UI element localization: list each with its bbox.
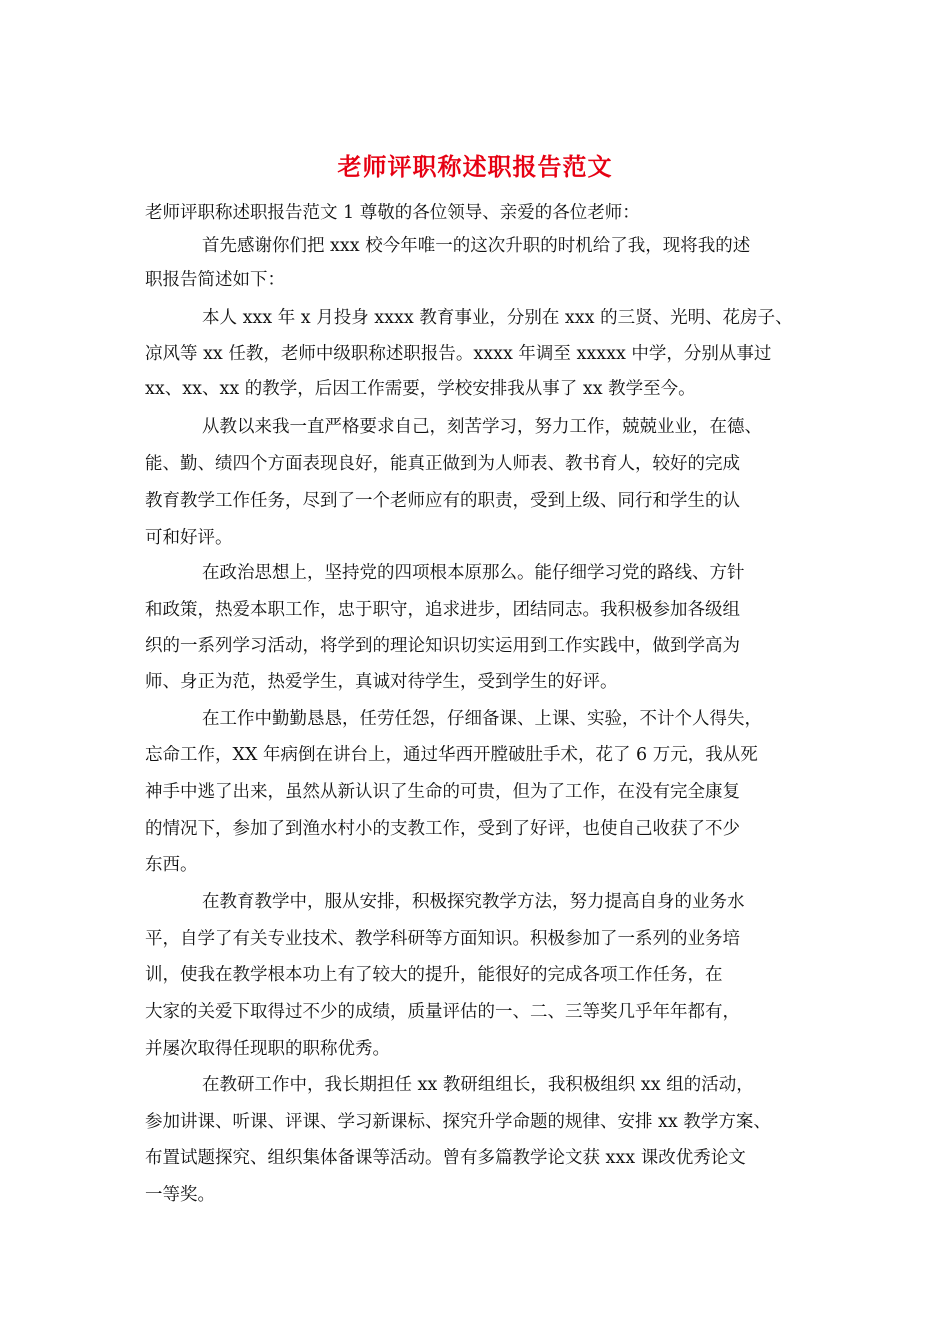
- body-line: 本人 xxx 年 x 月投身 xxxx 教育事业，分别在 xxx 的三贤、光明、花房子、: [202, 308, 793, 328]
- body-line: 在教育教学中，服从安排，积极探究教学方法，努力提高自身的业务水: [202, 892, 745, 912]
- body-line: 并屡次取得任现职的职称优秀。: [145, 1039, 390, 1059]
- body-line: 在教研工作中，我长期担任 xx 教研组组长，我积极组织 xx 组的活动，: [202, 1075, 754, 1095]
- body-line: 一等奖。: [145, 1185, 215, 1205]
- body-line: 布置试题探究、组织集体备课等活动。曾有多篇教学论文获 xxx 课改优秀论文: [145, 1148, 746, 1168]
- body-line: 大家的关爱下取得过不少的成绩，质量评估的一、二、三等奖几乎年年都有，: [145, 1002, 740, 1022]
- body-line: 能、勤、绩四个方面表现良好，能真正做到为人师表、教书育人，较好的完成: [145, 454, 740, 474]
- body-line: 和政策，热爱本职工作，忠于职守，追求进步，团结同志。我积极参加各级组: [145, 600, 740, 620]
- document-title: 老师评职称述职报告范文: [337, 152, 613, 181]
- body-line: 参加讲课、听课、评课、学习新课标、探究升学命题的规律、安排 xx 教学方案、: [145, 1112, 771, 1132]
- body-line: 师、身正为范，热爱学生，真诚对待学生，受到学生的好评。: [145, 672, 618, 692]
- body-line: 东西。: [145, 855, 198, 875]
- body-line: 可和好评。: [145, 528, 233, 548]
- body-line: xx、xx、xx 的教学，后因工作需要，学校安排我从事了 xx 教学至今。: [145, 379, 696, 399]
- body-line: 老师评职称述职报告范文 1 尊敬的各位领导、亲爱的各位老师：: [145, 203, 640, 223]
- body-line: 教育教学工作任务，尽到了一个老师应有的职责，受到上级、同行和学生的认: [145, 491, 740, 511]
- body-line: 职报告简述如下：: [145, 270, 285, 290]
- body-line: 从教以来我一直严格要求自己，刻苦学习，努力工作，兢兢业业，在德、: [202, 417, 762, 437]
- body-line: 织的一系列学习活动，将学到的理论知识切实运用到工作实践中，做到学高为: [145, 636, 740, 656]
- body-line: 的情况下，参加了到渔水村小的支教工作，受到了好评，也使自己收获了不少: [145, 819, 740, 839]
- body-line: 平，自学了有关专业技术、教学科研等方面知识。积极参加了一系列的业务培: [145, 929, 740, 949]
- body-line: 训，使我在教学根本功上有了较大的提升，能很好的完成各项工作任务，在: [145, 965, 723, 985]
- body-line: 神手中逃了出来，虽然从新认识了生命的可贵，但为了工作，在没有完全康复: [145, 782, 740, 802]
- body-line: 忘命工作，XX 年病倒在讲台上，通过华西开膛破肚手术，花了 6 万元，我从死: [145, 745, 758, 765]
- body-line: 在政治思想上，坚持党的四项根本原那么。能仔细学习党的路线、方针: [202, 563, 745, 583]
- body-line: 首先感谢你们把 xxx 校今年唯一的这次升职的时机给了我，现将我的述: [202, 236, 751, 256]
- body-line: 在工作中勤勤恳恳，任劳任怨，仔细备课、上课、实验，不计个人得失，: [202, 709, 762, 729]
- body-line: 凉风等 xx 任教，老师中级职称述职报告。xxxx 年调至 xxxxx 中学，分别从事过: [145, 344, 772, 364]
